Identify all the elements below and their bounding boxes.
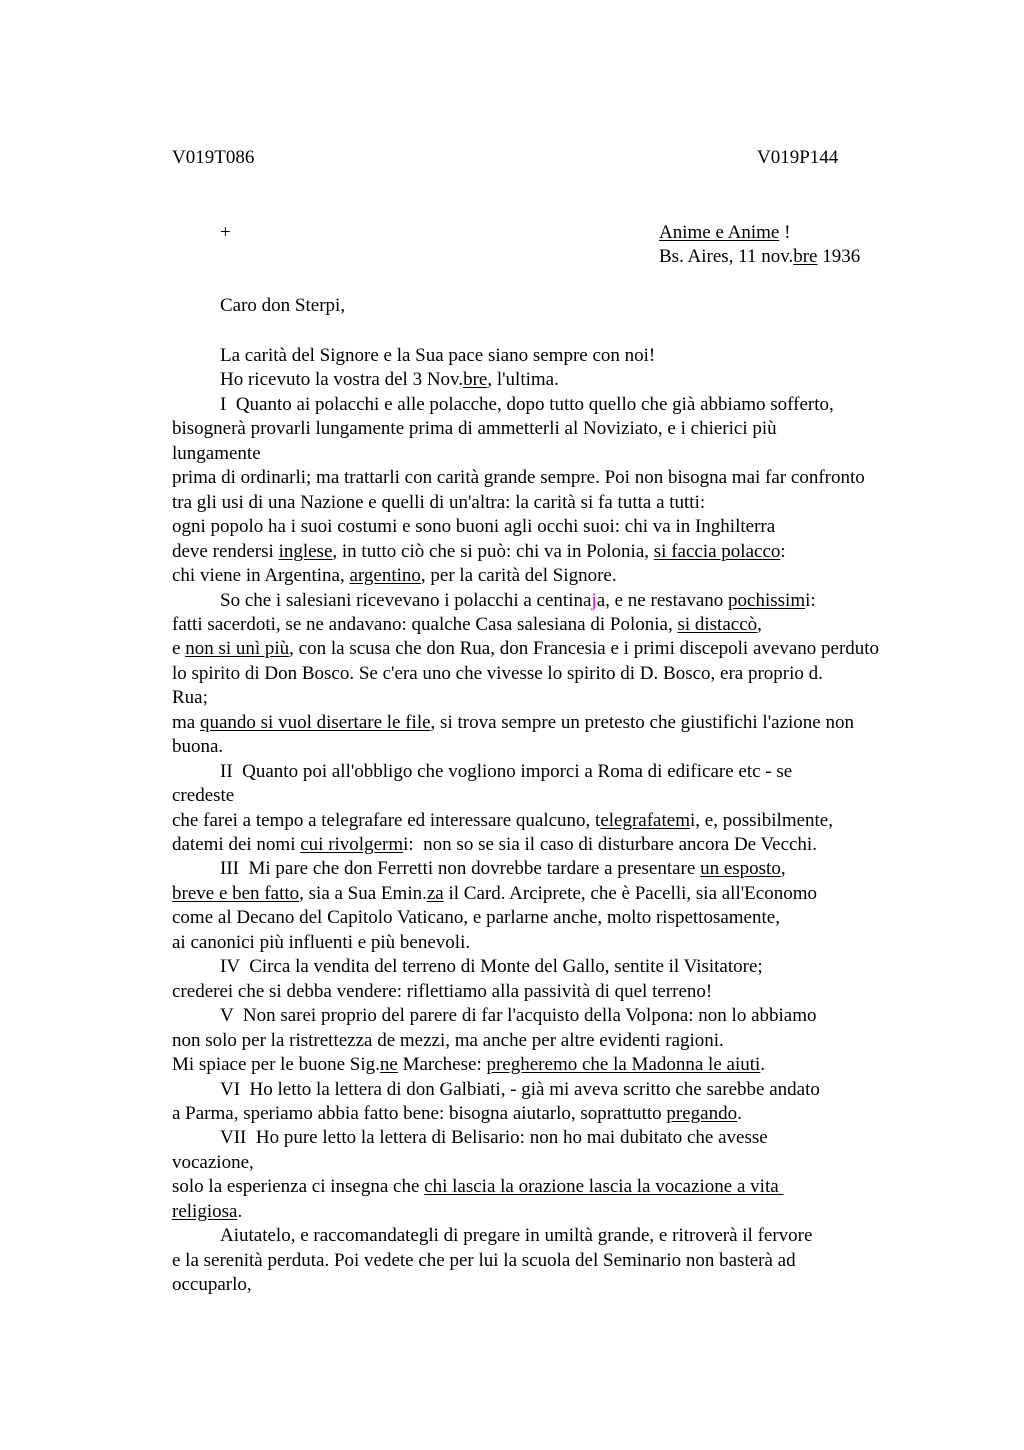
line-text: come al Decano del Capitolo Vaticano, e parlarne anche, molto rispettosamente, bbox=[172, 907, 780, 928]
letter-line bbox=[172, 564, 617, 588]
line-text: . bbox=[760, 1054, 766, 1075]
line-text: e la serenità perduta. Poi vedete che per lui la scuola del Seminario non basterà ad bbox=[172, 1250, 796, 1271]
underlined-text: un esposto bbox=[700, 858, 781, 879]
salutation: Caro don Sterpi, bbox=[220, 295, 346, 316]
line-text: : bbox=[780, 541, 786, 562]
letter-line bbox=[220, 760, 792, 784]
line-text: Mi spiace per le buone Sig. bbox=[172, 1054, 380, 1075]
line-text: , l'ultima. bbox=[487, 369, 559, 390]
letter-line bbox=[172, 613, 762, 637]
underlined-text: si faccia polacco bbox=[653, 541, 781, 562]
line-text: Marchese: bbox=[397, 1054, 487, 1075]
line-text: V Non sarei proprio del parere di far l'acquisto della Volpona: non lo abbiamo bbox=[220, 1005, 817, 1026]
letter-line bbox=[220, 955, 763, 979]
line-text: credeste bbox=[172, 785, 235, 806]
line-text: La carità del Signore e la Sua pace siano sempre con noi! bbox=[220, 345, 656, 366]
underlined-text: pregheremo che la Madonna le aiuti bbox=[486, 1054, 761, 1075]
line-text: i, e, possibilmente, bbox=[689, 810, 833, 831]
line-text: i: bbox=[805, 590, 816, 611]
line-text: I Quanto ai polacchi e alle polacche, dopo tutto quello che già abbiamo sofferto, bbox=[220, 394, 834, 415]
motto-text: Anime e Anime bbox=[659, 222, 780, 243]
line-text: non solo per la ristrettezza de mezzi, ma anche per altre evidenti ragioni. bbox=[172, 1030, 724, 1051]
letter-line bbox=[172, 466, 865, 490]
line-text: . bbox=[737, 1103, 742, 1124]
letter-line bbox=[172, 442, 261, 466]
line-text: . bbox=[237, 1201, 243, 1222]
letter-line bbox=[220, 1004, 817, 1028]
line-text: IV Circa la vendita del terreno di Monte del Gallo, sentite il Visitatore; bbox=[220, 956, 763, 977]
motto-suffix: ! bbox=[779, 222, 791, 243]
underlined-text: elegrafatem bbox=[600, 810, 690, 831]
line-text: II Quanto poi all'obbligo che vogliono imporci a Roma di edificare etc - se bbox=[220, 761, 793, 782]
place-date-year: 1936 bbox=[817, 246, 861, 267]
letter-line bbox=[172, 882, 817, 906]
archive-code-right: V019P144 bbox=[757, 147, 839, 168]
line-text: buona. bbox=[172, 736, 224, 757]
letter-line bbox=[220, 1078, 820, 1102]
underlined-text: si distaccò bbox=[677, 614, 758, 635]
letter-line bbox=[220, 1126, 768, 1150]
line-text: occuparlo, bbox=[172, 1274, 252, 1295]
line-text: datemi dei nomi bbox=[172, 834, 301, 855]
letter-line bbox=[172, 711, 854, 735]
line-text: , si trova sempre un pretesto che giustifichi l'azione non bbox=[430, 712, 854, 733]
line-text: , bbox=[757, 614, 762, 635]
line-text: bisognerà provarli lungamente prima di ammetterli al Noviziato, e i chierici più bbox=[172, 418, 777, 439]
line-text: solo la esperienza ci insegna che bbox=[172, 1176, 425, 1197]
line-text: , in tutto ciò che si può: chi va in Polonia, bbox=[332, 541, 654, 562]
line-text: , con la scusa che don Rua, don Francesia e i primi discepoli avevano perduto bbox=[289, 638, 880, 659]
letter-line bbox=[172, 931, 470, 955]
line-text: , per la carità del Signore. bbox=[420, 565, 617, 586]
underlined-text: bre bbox=[463, 369, 488, 390]
line-text: deve rendersi bbox=[172, 541, 279, 562]
underlined-text: breve e ben fatto bbox=[172, 883, 300, 904]
letter-line bbox=[172, 515, 775, 539]
line-text: VII Ho pure letto la lettera di Belisario: non ho mai dubitato che avesse bbox=[220, 1127, 768, 1148]
letter-line bbox=[220, 393, 834, 417]
letter-line bbox=[172, 1102, 742, 1126]
letter-line bbox=[172, 735, 223, 759]
line-text: vocazione, bbox=[172, 1152, 254, 1173]
line-text: Aiutatelo, e raccomandategli di pregare in umiltà grande, e ritroverà il fervore bbox=[220, 1225, 813, 1246]
archive-code-left: V019T086 bbox=[172, 147, 255, 168]
letter-line bbox=[220, 857, 786, 881]
line-text: prima di ordinarli; ma trattarli con carità grande sempre. Poi non bisogna mai far confronto bbox=[172, 467, 865, 488]
line-text: i: non so se sia il caso di disturbare ancora De Vecchi. bbox=[403, 834, 817, 855]
place-date-prefix: Bs. Aires, 11 nov. bbox=[659, 246, 794, 267]
line-text: ma bbox=[172, 712, 200, 733]
underlined-text: religiosa bbox=[172, 1201, 238, 1222]
highlighted-letter: j bbox=[591, 590, 597, 611]
line-text: a Parma, speriamo abbia fatto bene: bisogna aiutarlo, soprattutto bbox=[172, 1103, 667, 1124]
letter-line bbox=[172, 1029, 724, 1053]
line-text: ogni popolo ha i suoi costumi e sono buoni agli occhi suoi: chi va in Inghilterra bbox=[172, 516, 776, 537]
line-text: Ho ricevuto la vostra del 3 Nov. bbox=[220, 369, 464, 390]
underlined-text: za bbox=[426, 883, 444, 904]
line-text: , bbox=[780, 858, 786, 879]
line-text: ai canonici più influenti e più benevoli. bbox=[172, 932, 471, 953]
underlined-text: quando si vuol disertare le file bbox=[199, 712, 431, 733]
letter-line bbox=[172, 1200, 242, 1224]
underlined-text: argentino bbox=[349, 565, 421, 586]
letter-line bbox=[172, 540, 786, 564]
underlined-text: pochissim bbox=[728, 590, 806, 611]
line-text: chi viene in Argentina, bbox=[172, 565, 350, 586]
letter-line bbox=[172, 809, 833, 833]
letter-line bbox=[172, 1249, 796, 1273]
underlined-text: cui rivolgerm bbox=[300, 834, 404, 855]
line-text: VI Ho letto la lettera di don Galbiati, - già mi aveva scritto che sarebbe andato bbox=[220, 1079, 820, 1100]
line-text: , sia a Sua Emin. bbox=[299, 883, 427, 904]
underlined-text: ne bbox=[379, 1054, 398, 1075]
line-text: lo spirito di Don Bosco. Se c'era uno che vivesse lo spirito di D. Bosco, era proprio d. bbox=[172, 663, 823, 684]
letter-line bbox=[172, 906, 780, 930]
underlined-text: inglese bbox=[278, 541, 333, 562]
letter-line bbox=[172, 784, 234, 808]
underlined-text: chi lascia la orazione lascia la vocazione a vita bbox=[424, 1176, 784, 1197]
letter-line bbox=[172, 662, 823, 686]
line-text: che farei a tempo a telegrafare ed interessare qualcuno, t bbox=[172, 810, 601, 831]
line-text: Rua; bbox=[172, 687, 208, 708]
line-text: III Mi pare che don Ferretti non dovrebbe tardare a presentare bbox=[220, 858, 701, 879]
letter-line bbox=[220, 368, 559, 392]
letter-line bbox=[172, 491, 705, 515]
letter-line bbox=[220, 589, 816, 613]
place-date-bre: bre bbox=[793, 246, 818, 267]
line-text: il Card. Arciprete, che è Pacelli, sia all'Economo bbox=[443, 883, 817, 904]
letter-line bbox=[172, 417, 777, 441]
line-text: e bbox=[172, 638, 186, 659]
letter-line bbox=[220, 344, 655, 368]
letter-line bbox=[172, 1151, 254, 1175]
cross-symbol: + bbox=[220, 222, 231, 243]
letter-line bbox=[172, 1273, 252, 1297]
line-text: crederei che si debba vendere: riflettiamo alla passività di quel terreno! bbox=[172, 981, 713, 1002]
letter-line bbox=[172, 686, 208, 710]
letter-line bbox=[172, 833, 817, 857]
line-text: So che i salesiani ricevevano i polacchi a centina bbox=[220, 590, 592, 611]
line-text: lungamente bbox=[172, 443, 261, 464]
line-text: a, e ne restavano bbox=[596, 590, 729, 611]
letter-line bbox=[220, 1224, 812, 1248]
line-text: fatti sacerdoti, se ne andavano: qualche Casa salesiana di Polonia, bbox=[172, 614, 678, 635]
underlined-text: non si unì più bbox=[185, 638, 290, 659]
underlined-text: pregando bbox=[666, 1103, 738, 1124]
letter-line bbox=[172, 1175, 783, 1199]
letter-line bbox=[172, 980, 712, 1004]
place-date bbox=[659, 246, 860, 268]
motto bbox=[659, 222, 790, 244]
line-text: tra gli usi di una Nazione e quelli di un'altra: la carità si fa tutta a tutti: bbox=[172, 492, 706, 513]
letter-line bbox=[172, 637, 879, 661]
letter-line bbox=[172, 1053, 765, 1077]
